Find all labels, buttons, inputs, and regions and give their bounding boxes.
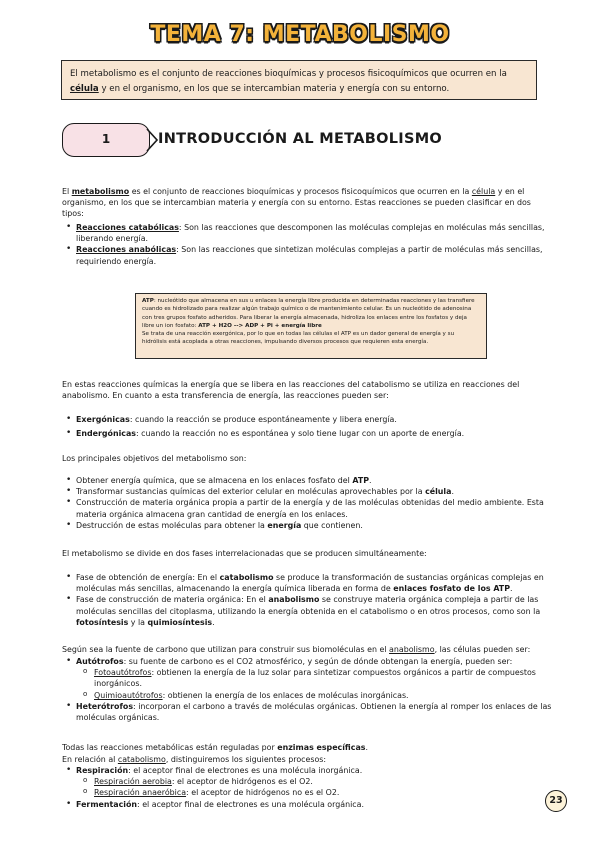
- paragraph-objectives: Los principales objetivos del metabolismo son:: [62, 454, 247, 463]
- term: anabolismo: [268, 595, 320, 605]
- text: : nucleótido que almacena en sus u enlaces la energía libre producida en determinadas reacciones y las transfiere cuando es hidrolizado para realizar algún trabajo químico o de mantenimiento celular. Es un nucleótido de adenosina con tres grupos fosfato adheridos. Para liberar la energía almacenada, hidroliza los enlaces entre los fosfatos y deja libre un ion fosfato:: [142, 298, 475, 329]
- term-catabolismo: catabolismo: [117, 755, 166, 764]
- page-title: TEMA 7: METABOLISMO: [150, 22, 450, 47]
- list-item: [76, 656, 554, 701]
- list-item: [76, 222, 554, 244]
- sub-list-item: [94, 776, 554, 787]
- text: Destrucción de estas moléculas para obtener la: [76, 520, 268, 530]
- list-item: [76, 594, 554, 628]
- text: .: [369, 476, 372, 485]
- text: , las células pueden ser:: [434, 645, 531, 654]
- term: Heterótrofos: [76, 701, 134, 711]
- list-item: [76, 572, 554, 594]
- text: : cuando la reacción se produce espontáneamente y libera energía.: [129, 415, 397, 424]
- text: : Son las reacciones que descomponen las moléculas complejas en moléculas más sencillas, liberando energía.: [76, 223, 545, 244]
- section-number-badge: 1: [62, 123, 150, 157]
- text: En relación al: [62, 755, 118, 764]
- list-item: [76, 799, 554, 810]
- sub-list-item: [94, 787, 554, 798]
- text: : Son las reacciones que sintetizan moléculas complejas a partir de moléculas más sencillas, requiriendo energía.: [76, 245, 543, 266]
- cells-list: [62, 656, 554, 723]
- term: Respiración aerobia: [94, 777, 172, 787]
- term: Reacciones anabólicas: [76, 245, 177, 255]
- reaction-types-list: [62, 222, 554, 267]
- text: Obtener energía química, que se almacena en los enlaces fosfato del: [76, 476, 353, 485]
- text: : el aceptor de hidrógenos no es el O2.: [186, 788, 340, 798]
- term-celula: célula: [471, 187, 496, 196]
- list-item: [76, 475, 554, 486]
- text: El: [62, 187, 72, 196]
- objectives-list: [62, 475, 554, 531]
- term: quimiosíntesis: [147, 617, 213, 627]
- text: es el conjunto de reacciones bioquímicas y procesos fisicoquímicos que ocurren en la: [129, 187, 472, 196]
- list-item: [76, 414, 554, 425]
- list-item: [76, 520, 554, 531]
- text: .: [451, 487, 454, 497]
- text: : el aceptor de hidrógenos es el O2.: [171, 777, 313, 787]
- text: Todas las reacciones metabólicas están reguladas por: [62, 743, 278, 752]
- term-anabolismo: anabolismo: [389, 645, 435, 654]
- phases-list: [62, 572, 554, 628]
- list-item: [76, 244, 554, 266]
- intro-box: [61, 60, 537, 100]
- respiracion-sublist: [76, 776, 554, 798]
- text: : el aceptor final de electrones es una molécula inorgánica.: [128, 766, 363, 775]
- processes-list: [62, 765, 554, 810]
- term: célula: [425, 487, 452, 497]
- atp-term: ATP: [142, 298, 154, 304]
- autotrofos-sublist: [76, 667, 554, 701]
- list-item: [76, 765, 554, 799]
- text: .: [365, 743, 368, 752]
- text: se produce la transformación de sustancias orgánicas complejas en moléculas más sencillas, almacenando la energía química liberada en forma de: [76, 573, 544, 594]
- list-item: [76, 497, 554, 519]
- paragraph-energy-transfer: En estas reacciones químicas la energía que se libera en las reacciones del catabolismo se utiliza en reacciones del anabolismo. En cuanto a esta transferencia de energía, las reacciones pueden ser:: [62, 380, 520, 401]
- energy-types-list: [62, 414, 554, 439]
- term: Endergónicas: [76, 429, 136, 439]
- list-item: [76, 428, 554, 439]
- text: : el aceptor final de electrones es una molécula orgánica.: [137, 799, 364, 809]
- text: : su fuente de carbono es el CO2 atmosférico, y según de dónde obtengan la energía, pueden ser:: [123, 657, 513, 666]
- atp-info-box: [135, 293, 487, 359]
- text: se construye materia orgánica compleja a partir de las moléculas sencillas del citoplasma, utilizando la energía obtenida en el catabolismo o en otros procesos, como son la: [76, 595, 541, 616]
- text: Fase de obtención de energía: En el: [76, 573, 220, 582]
- paragraph-enzymes: [62, 742, 540, 753]
- sub-list-item: [94, 667, 554, 689]
- section-arrow-icon: [146, 128, 158, 152]
- term: Reacciones catabólicas: [76, 223, 179, 232]
- intro-term-cell: célula: [70, 84, 99, 94]
- intro-text-2: y en el organismo, en los que se intercambian materia y energía con su entorno.: [98, 84, 450, 94]
- text: : cuando la reacción no es espontánea y solo tiene lugar con un aporte de energía.: [136, 429, 465, 439]
- term: Respiración anaeróbica: [94, 788, 187, 798]
- text: y la: [128, 617, 148, 627]
- term: enzimas específicas: [277, 743, 366, 752]
- page-number: 23: [545, 790, 567, 812]
- term: Autótrofos: [76, 657, 124, 666]
- paragraph-definition: [62, 186, 540, 220]
- list-item: [76, 701, 554, 723]
- term: fotosíntesis: [76, 617, 129, 627]
- sub-list-item: [94, 690, 554, 701]
- term: Quimioautótrofos: [94, 690, 163, 700]
- term: Fermentación: [76, 799, 138, 809]
- text: , distinguiremos los siguientes procesos:: [165, 755, 327, 764]
- term: ATP: [352, 476, 370, 485]
- paragraph-phases: El metabolismo se divide en dos fases interrelacionadas que se producen simultáneamente:: [62, 549, 427, 558]
- term: Fotoautótrofos: [94, 668, 152, 678]
- term: enlaces fosfato de los ATP: [393, 584, 510, 594]
- term: catabolismo: [219, 573, 274, 582]
- text: Fase de construcción de materia orgánica: En el: [76, 595, 269, 605]
- term-metabolismo: metabolismo: [71, 187, 130, 196]
- paragraph-catabolism: [62, 754, 540, 765]
- section-title: INTRODUCCIÓN AL METABOLISMO: [158, 131, 443, 147]
- text: .: [212, 617, 215, 627]
- text: Se trata de una reacción exergónica, por lo que en todas las células el ATP es un dador general de energía y su hidrólisis está acoplada a otras reacciones, impulsando diversos procesos que requieren esta energía.: [142, 331, 455, 346]
- term: energía: [267, 520, 302, 530]
- paragraph-carbon-source: [62, 644, 540, 655]
- term: Exergónicas: [76, 415, 130, 424]
- text: : obtienen la energía de la luz solar para sintetizar compuestos orgánicos a partir de compuestos inorgánicos.: [94, 668, 536, 689]
- text: .: [509, 584, 513, 594]
- text: Transformar sustancias químicas del exterior celular en moléculas aprovechables por la: [76, 487, 426, 497]
- text: que contienen.: [301, 520, 363, 530]
- text: : obtienen la energía de los enlaces de moléculas inorgánicas.: [162, 690, 409, 700]
- list-item: [76, 486, 554, 497]
- text: Construcción de materia orgánica propia a partir de la energía y de las moléculas obtenidas del medio ambiente. Esta materia orgánica almacena gran cantidad de energía en los enlaces.: [76, 498, 544, 519]
- text: Según sea la fuente de carbono que utilizan para construir sus biomoléculas en el: [62, 645, 390, 654]
- term: Respiración: [76, 766, 129, 775]
- text: : incorporan el carbono a través de moléculas orgánicas. Obtienen la energía al romper los enlaces de las moléculas orgánicas.: [76, 701, 552, 723]
- intro-text-1: El metabolismo es el conjunto de reacciones bioquímicas y procesos fisicoquímicos que ocurren en la: [70, 69, 507, 79]
- text: y en el organismo, en los que se intercambian materia y energía con su entorno. Estas reacciones se pueden clasificar en dos tipos:: [62, 187, 531, 219]
- atp-formula: ATP + H2O --> ADP + Pi + energía libre: [198, 322, 322, 329]
